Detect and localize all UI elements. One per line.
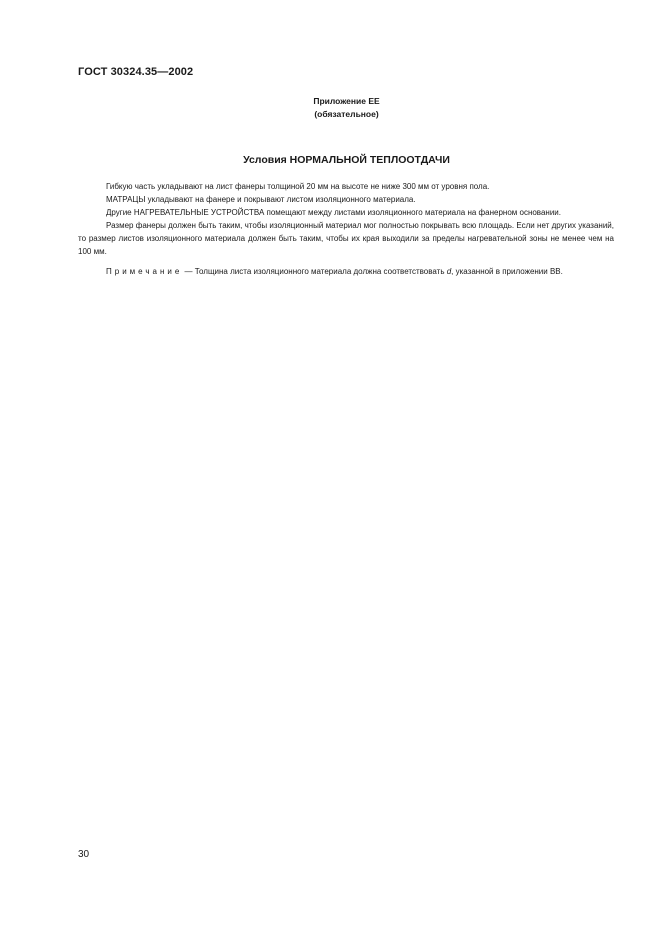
- note-label: Примечание: [106, 267, 183, 276]
- note: [78, 265, 614, 278]
- standard-designation: ГОСТ 30324.35—2002: [78, 66, 194, 78]
- section-title: Условия НОРМАЛЬНОЙ ТЕПЛООТДАЧИ: [243, 154, 450, 166]
- note-text-after: , указанной в приложении ВВ.: [451, 267, 563, 276]
- note-symbol: d: [446, 267, 452, 276]
- appendix-status: (обязательное): [314, 109, 379, 119]
- paragraph: МАТРАЦЫ укладывают на фанере и покрывают листом изоляционного материала.: [106, 195, 416, 204]
- body-text: [78, 180, 614, 278]
- paragraph: Гибкую часть укладывают на лист фанеры толщиной 20 мм на высоте не ниже 300 мм от уровня пола.: [106, 182, 490, 191]
- appendix-title: Приложение ЕЕ: [313, 96, 380, 106]
- paragraph: Размер фанеры должен быть таким, чтобы изоляционный материал мог полностью покрывать всю площадь. Если нет других указаний, то размер листов изоляционного материала должен быть таким, чтобы их края выходили за пределы нагревательной зоны не менее чем на 100 мм.: [78, 221, 614, 256]
- note-text-before: — Толщина листа изоляционного материала должна соответствовать: [182, 267, 447, 276]
- page-number: 30: [78, 849, 90, 860]
- paragraph: Другие НАГРЕВАТЕЛЬНЫЕ УСТРОЙСТВА помещают между листами изоляционного материала на фанерном основании.: [106, 208, 561, 217]
- appendix-heading: [0, 95, 661, 121]
